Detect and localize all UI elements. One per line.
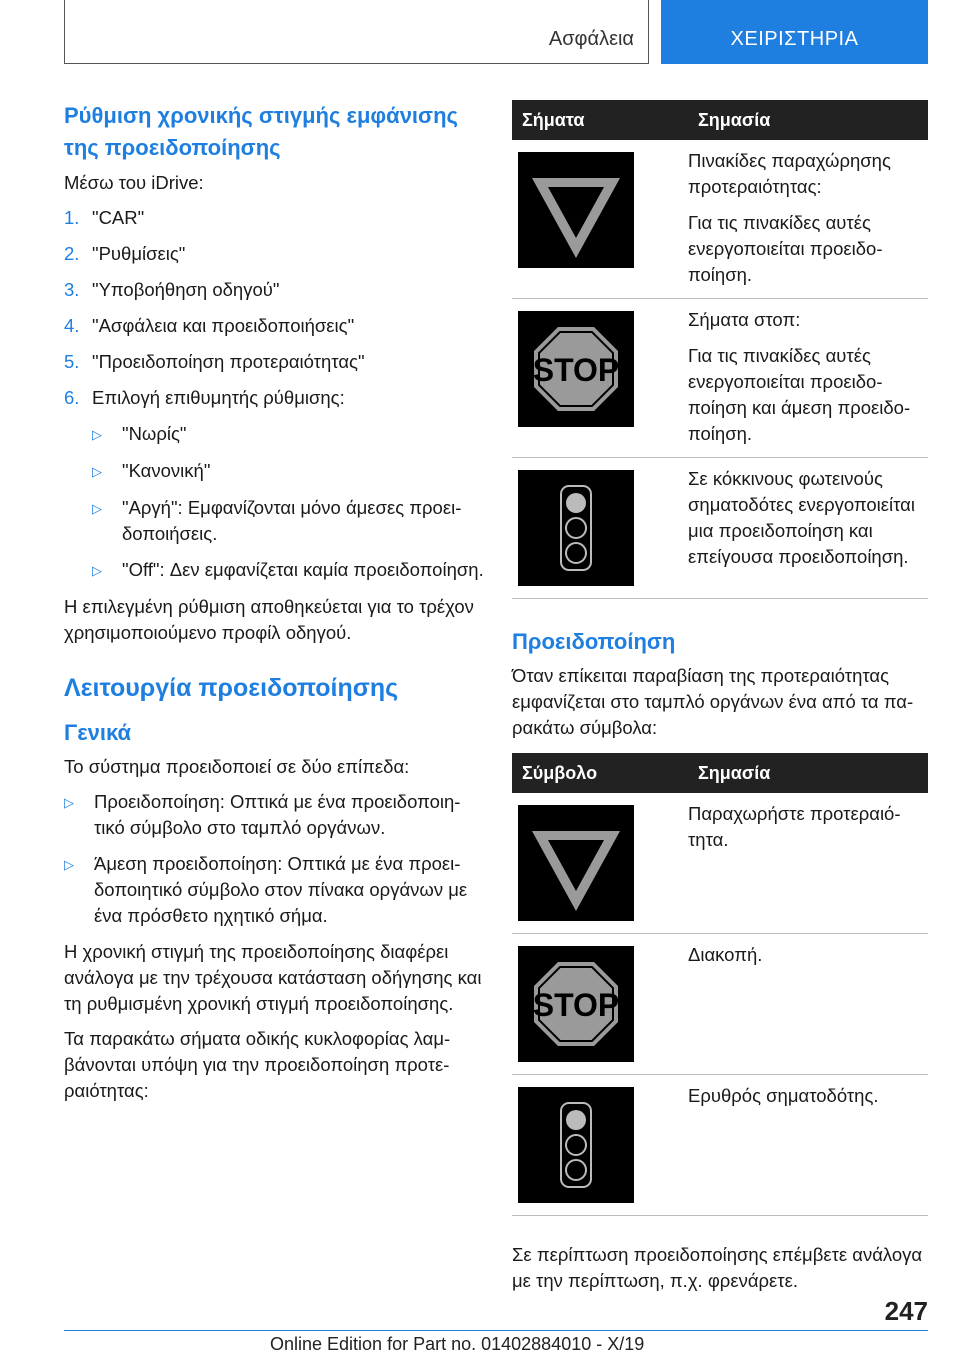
option-item: ▷ "Αργή": Εμφανίζονται μόνο άμεσες προειδοποιήσεις. [92, 495, 484, 547]
section-box [64, 0, 649, 64]
heading-general: Γενικά [64, 720, 132, 745]
saved-note: Η επιλεγμένη ρύθμιση αποθηκεύεται για το τρέχον χρησιμοποιούμενο προφίλ οδηγού. [64, 596, 474, 643]
step-item: 4. "Ασφάλεια και προειδοποιήσεις" [64, 315, 355, 336]
page-header [64, 0, 928, 66]
warning-text: Όταν επίκειται παραβίαση της προτεραιότητας εμφανίζεται στο ταμπλό οργάνων ένα από τα παρακάτω σύμβολα: [512, 665, 914, 738]
option-item: ▷ "Κανονική" [92, 458, 484, 485]
yield-sign-icon [518, 805, 634, 921]
level-item: ▷ Προειδοποίηση: Οπτικά με ένα προειδοποιητικό σύμβολο στο ταμπλό οργάνων. [64, 789, 484, 841]
svg-text:STOP: STOP [532, 352, 620, 388]
stop-sign-icon [518, 311, 634, 427]
triangle-bullet-icon: ▷ [64, 857, 74, 872]
col-header: Σύμβολο [512, 753, 688, 793]
page-number: 247 [884, 1296, 928, 1326]
traffic-light-icon [518, 1087, 634, 1203]
col-header: Σήματα [512, 100, 688, 140]
level-item: ▷ Άμεση προειδοποίηση: Οπτικά με ένα προειδοποιητικό σύμβολο στον πίνακα οργάνων με ένα πρόσθετο ηχητικό σήμα. [64, 851, 484, 929]
step-item: 5. "Προειδοποίηση προτεραιότητας" [64, 351, 365, 372]
table-row: STOP Διακοπή. [512, 934, 928, 1075]
triangle-bullet-icon: ▷ [64, 795, 74, 810]
yield-sign-icon [518, 152, 634, 268]
table-row: Σε κόκκινους φωτεινούς σηματοδότες ενεργοποιείται μια προειδοποίηση και επείγουσα προειδοποίηση. [512, 458, 928, 599]
table-header-row [512, 100, 928, 140]
triangle-bullet-icon: ▷ [92, 563, 102, 578]
table-row: Πινακίδες παραχώρησης προτεραιότητας: Για τις πινακίδες αυτές ενεργοποιείται προειδοποίηση. [512, 140, 928, 299]
svg-text:STOP: STOP [532, 987, 620, 1023]
table-header-row [512, 753, 928, 793]
option-item: ▷ "Νωρίς" [92, 421, 484, 448]
footer-rule [64, 1330, 928, 1331]
col-header: Σημασία [688, 753, 928, 793]
heading-function: Λειτουργία προειδοποίησης [64, 674, 399, 702]
idrive-intro: Μέσω του iDrive: [64, 172, 204, 193]
signs-paragraph: Τα παρακάτω σήματα οδικής κυκλοφορίας λαμβάνονται υπόψη για την προειδοποίηση προτεραιότητας: [64, 1028, 451, 1101]
chapter-tab[interactable] [661, 0, 928, 64]
edition-text: Online Edition for Part no. 01402884010 - X/19 [270, 1334, 645, 1354]
triangle-bullet-icon: ▷ [92, 464, 102, 479]
traffic-light-icon [518, 470, 634, 586]
left-column [64, 100, 484, 1113]
step-item: 3. "Υποβοήθηση οδηγού" [64, 279, 280, 300]
levels-intro: Το σύστημα προειδοποιεί σε δύο επίπεδα: [64, 756, 410, 777]
table-row: Ερυθρός σηματοδότης. [512, 1075, 928, 1216]
step-item: 2. "Ρυθμίσεις" [64, 243, 186, 264]
signs-table [512, 100, 928, 599]
option-item: ▷ "Off": Δεν εμφανίζεται καμία προειδοποίηση. [92, 557, 484, 584]
symbols-table [512, 753, 928, 1216]
stop-sign-icon [518, 946, 634, 1062]
table-row: STOP Σήματα στοπ: Για τις πινακίδες αυτές ενεργοποιείται προειδοποίηση και άμεση προειδοποίηση. [512, 299, 928, 458]
triangle-bullet-icon: ▷ [92, 501, 102, 516]
step-item: 6. Επιλογή επιθυμητής ρύθμισης: [64, 387, 345, 408]
chapter-tab-label: ΧΕΙΡΙΣΤΗΡΙΑ [730, 28, 859, 50]
heading-warning-time: Ρύθμιση χρονικής στιγμής εμφάνισης της προειδοποίησης [64, 103, 458, 160]
brake-note: Σε περίπτωση προειδοποίησης επέμβετε ανάλογα με την περίπτωση, π.χ. φρενάρετε. [512, 1244, 923, 1291]
step-item: 1. "CAR" [64, 207, 145, 228]
right-column [512, 100, 928, 1303]
section-title: Ασφάλεια [548, 28, 634, 50]
timing-paragraph: Η χρονική στιγμή της προειδοποίησης διαφέρει ανάλογα με την τρέχουσα κατάσταση οδήγησης και τη ρυθμισμένη χρονική στιγμή προειδοποίησης. [64, 941, 482, 1014]
col-header: Σημασία [688, 100, 928, 140]
triangle-bullet-icon: ▷ [92, 427, 102, 442]
table-row: Παραχωρήστε προτεραιότητα. [512, 793, 928, 934]
heading-warning: Προειδοποίηση [512, 629, 676, 654]
